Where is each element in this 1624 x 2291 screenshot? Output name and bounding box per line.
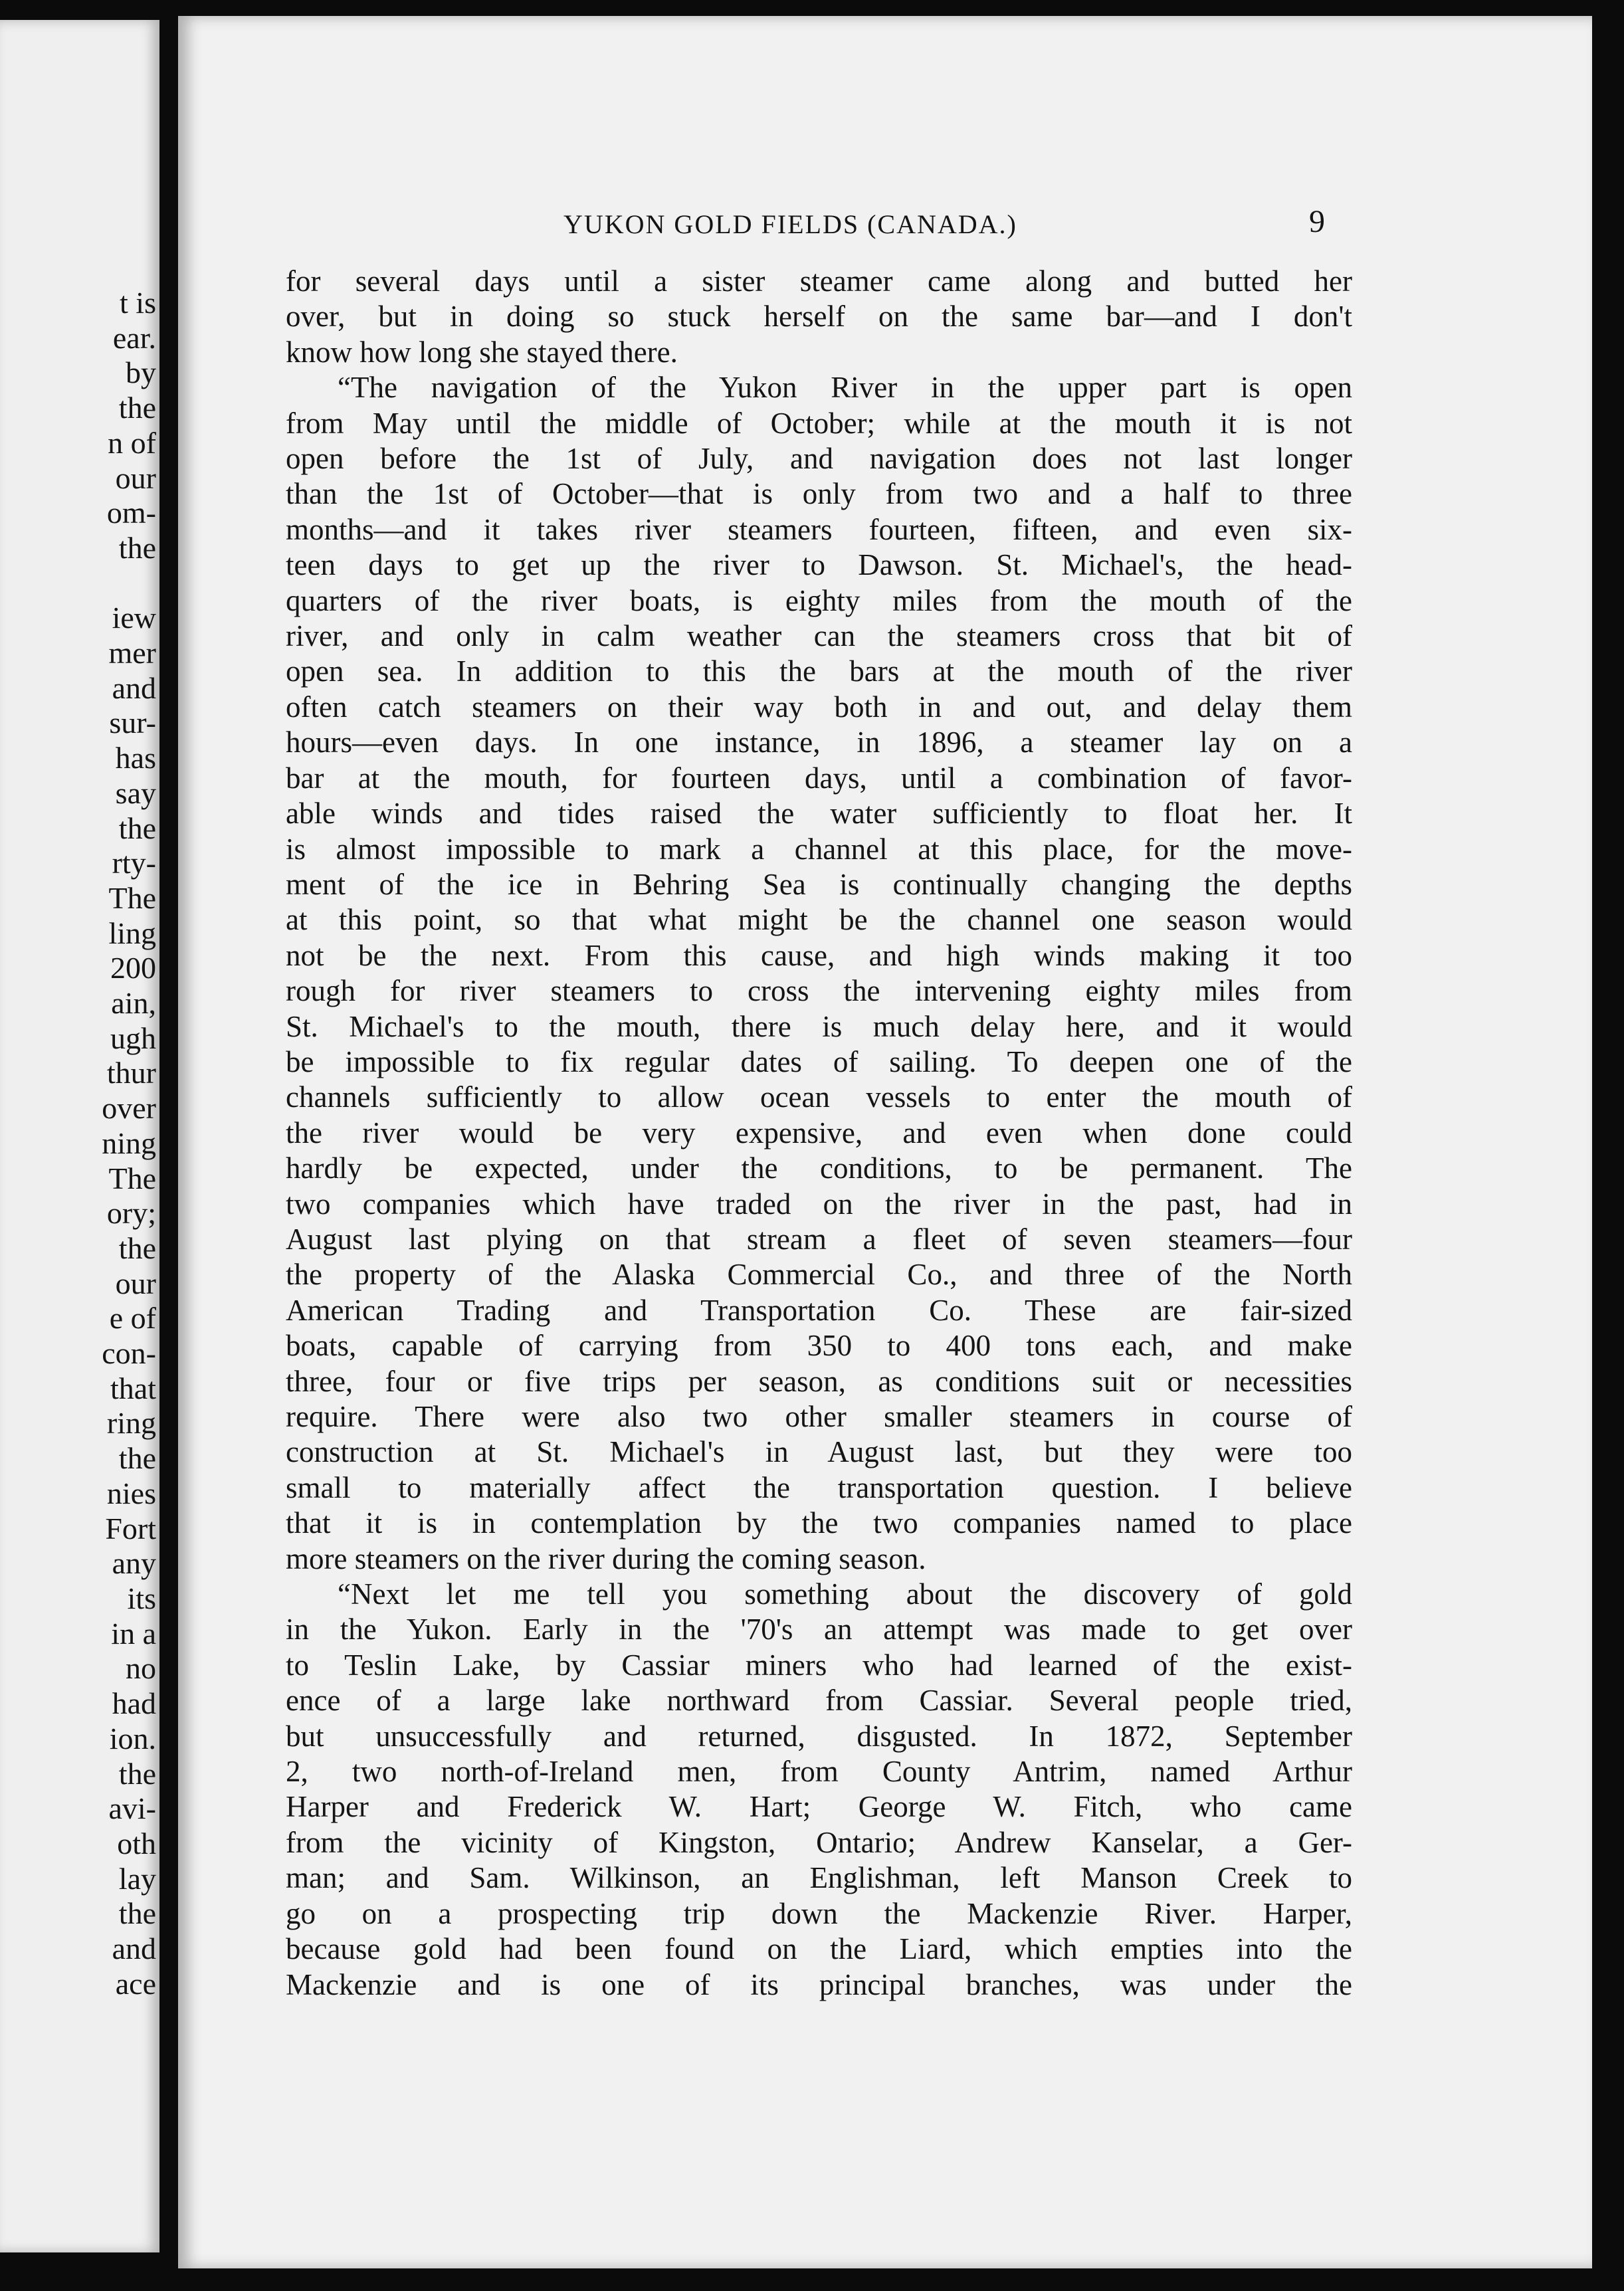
left-margin-line: the xyxy=(118,391,156,425)
left-margin-line: con- xyxy=(102,1336,156,1371)
left-margin-line: the xyxy=(118,1441,156,1476)
text-line: 2, two north-of-Ireland men, from County Antrim, named Arthur xyxy=(286,1755,1352,1789)
text-line: man; and Sam. Wilkinson, an Englishman, left Manson Creek to xyxy=(286,1861,1352,1895)
text-line: bar at the mouth, for fourteen days, until a combination of favor- xyxy=(286,761,1352,795)
left-margin-line: lay xyxy=(118,1861,156,1896)
left-margin-line xyxy=(0,566,156,601)
left-margin-line: no xyxy=(126,1651,156,1686)
text-line: quarters of the river boats, is eighty miles from the mouth of the xyxy=(286,583,1352,617)
left-margin-line: the xyxy=(118,530,156,565)
left-margin-line: Fort xyxy=(105,1511,156,1545)
text-line: construction at St. Michael's in August last, but they were too xyxy=(286,1435,1352,1469)
text-line: from the vicinity of Kingston, Ontario; Andrew Kanselar, a Ger- xyxy=(286,1825,1352,1859)
text-line: boats, capable of carrying from 350 to 400 tons each, and make xyxy=(286,1329,1352,1363)
text-line: from May until the middle of October; while at the mouth it is not xyxy=(286,406,1352,440)
left-margin-line: the xyxy=(118,811,156,845)
text-line: American Trading and Transportation Co. These are fair-sized xyxy=(286,1293,1352,1327)
text-line: require. There were also two other smaller steamers in course of xyxy=(286,1400,1352,1433)
left-margin-line: e of xyxy=(109,1301,156,1336)
left-margin-line: The xyxy=(108,880,156,915)
text-line: is almost impossible to mark a channel at this place, for the move- xyxy=(286,832,1352,866)
left-margin-line: ling xyxy=(108,916,156,950)
left-page-text-fragments xyxy=(0,286,156,2001)
text-line: at this point, so that what might be the channel one season would xyxy=(286,903,1352,937)
text-line: small to materially affect the transportation question. I believe xyxy=(286,1470,1352,1504)
left-margin-line: and xyxy=(112,1932,156,1966)
left-margin-line: in a xyxy=(111,1616,156,1650)
left-margin-line: any xyxy=(112,1546,156,1581)
text-line: rough for river steamers to cross the intervening eighty miles from xyxy=(286,974,1352,1008)
left-margin-line: has xyxy=(115,741,156,775)
left-margin-line: 200 xyxy=(110,951,156,985)
text-line: river, and only in calm weather can the steamers cross that bit of xyxy=(286,619,1352,653)
text-line: teen days to get up the river to Dawson. St. Michael's, the head- xyxy=(286,548,1352,582)
left-margin-line: ning xyxy=(102,1126,156,1160)
left-margin-line: ugh xyxy=(110,1021,156,1055)
text-line: hardly be expected, under the conditions, to be permanent. The xyxy=(286,1151,1352,1185)
book-gutter xyxy=(159,0,179,2291)
text-line: the river would be very expensive, and even when done could xyxy=(286,1116,1352,1149)
left-margin-line: its xyxy=(127,1581,156,1615)
left-margin-line: that xyxy=(110,1371,156,1405)
book-page xyxy=(178,16,1592,2268)
text-line: that it is in contemplation by the two companies named to place xyxy=(286,1506,1352,1540)
text-line: “The navigation of the Yukon River in the upper part is open xyxy=(338,371,1352,405)
text-line: channels sufficiently to allow ocean vessels to enter the mouth of xyxy=(286,1080,1352,1114)
text-line: ment of the ice in Behring Sea is continually changing the depths xyxy=(286,867,1352,901)
left-margin-line: n of xyxy=(108,425,156,460)
left-margin-line: om- xyxy=(106,496,156,530)
left-margin-line: over xyxy=(102,1091,156,1126)
text-line: often catch steamers on their way both in and out, and delay them xyxy=(286,690,1352,724)
left-margin-line: sur- xyxy=(109,706,156,740)
left-margin-line: ace xyxy=(115,1966,156,2001)
left-margin-line: The xyxy=(108,1161,156,1195)
left-margin-line: oth xyxy=(117,1826,156,1860)
text-line: able winds and tides raised the water sufficiently to float her. It xyxy=(286,797,1352,831)
text-line: “Next let me tell you something about the discovery of gold xyxy=(338,1577,1352,1611)
text-line: to Teslin Lake, by Cassiar miners who had learned of the exist- xyxy=(286,1648,1352,1682)
body-text xyxy=(286,264,1352,2003)
text-line: more steamers on the river during the coming season. xyxy=(286,1542,926,1575)
text-line: Harper and Frederick W. Hart; George W. Fitch, who came xyxy=(286,1790,1352,1824)
text-line: not be the next. From this cause, and high winds making it too xyxy=(286,938,1352,972)
text-line: over, but in doing so stuck herself on the same bar—and I don't xyxy=(286,300,1352,334)
left-facing-page xyxy=(0,20,159,2252)
text-line: months—and it takes river steamers fourteen, fifteen, and even six- xyxy=(286,512,1352,546)
left-margin-line: our xyxy=(115,460,156,495)
text-line: know how long she stayed there. xyxy=(286,335,678,369)
left-margin-line: ring xyxy=(106,1406,156,1441)
text-line: two companies which have traded on the river in the past, had in xyxy=(286,1187,1352,1221)
left-margin-line: had xyxy=(112,1686,156,1721)
text-line: go on a prospecting trip down the Mackenzie River. Harper, xyxy=(286,1896,1352,1930)
left-margin-line: ear. xyxy=(112,320,156,355)
text-line: hours—even days. In one instance, in 1896, a steamer lay on a xyxy=(286,726,1352,759)
left-margin-line: ain, xyxy=(111,986,156,1021)
text-line: three, four or five trips per season, as conditions suit or necessities xyxy=(286,1364,1352,1398)
text-line: August last plying on that stream a fleet of seven steamers—four xyxy=(286,1222,1352,1256)
left-margin-line: and xyxy=(112,670,156,705)
left-margin-line: t is xyxy=(120,286,156,320)
left-margin-line: mer xyxy=(108,636,156,670)
text-line: open before the 1st of July, and navigation does not last longer xyxy=(286,442,1352,476)
left-margin-line: thur xyxy=(106,1056,156,1090)
left-margin-line: our xyxy=(115,1266,156,1300)
left-margin-line: iew xyxy=(112,601,156,635)
left-margin-line: the xyxy=(118,1231,156,1265)
text-line: the property of the Alaska Commercial Co., and three of the North xyxy=(286,1258,1352,1292)
running-head: YUKON GOLD FIELDS (CANADA.) xyxy=(563,209,1017,239)
left-margin-line: rty- xyxy=(112,846,156,880)
text-line: but unsuccessfully and returned, disgusted. In 1872, September xyxy=(286,1719,1352,1753)
left-margin-line: by xyxy=(126,355,156,390)
left-margin-line: say xyxy=(115,775,156,810)
left-margin-line: avi- xyxy=(108,1791,156,1826)
text-line: because gold had been found on the Liard, which empties into the xyxy=(286,1932,1352,1966)
text-line: in the Yukon. Early in the '70's an attempt was made to get over xyxy=(286,1613,1352,1646)
left-margin-line: the xyxy=(118,1896,156,1931)
text-line: than the 1st of October—that is only from two and a half to three xyxy=(286,477,1352,511)
page-number: 9 xyxy=(1309,204,1325,239)
text-line: open sea. In addition to this the bars at the mouth of the river xyxy=(286,654,1352,688)
left-margin-line: the xyxy=(118,1756,156,1791)
left-margin-line: ion. xyxy=(109,1721,156,1755)
text-line: Mackenzie and is one of its principal branches, was under the xyxy=(286,1967,1352,2001)
text-line: be impossible to fix regular dates of sailing. To deepen one of the xyxy=(286,1045,1352,1078)
text-line: St. Michael's to the mouth, there is much delay here, and it would xyxy=(286,1009,1352,1043)
left-margin-line: nies xyxy=(106,1476,156,1510)
left-margin-line: ory; xyxy=(106,1196,156,1231)
text-line: ence of a large lake northward from Cassiar. Several people tried, xyxy=(286,1684,1352,1718)
text-line: for several days until a sister steamer came along and butted her xyxy=(286,264,1352,298)
